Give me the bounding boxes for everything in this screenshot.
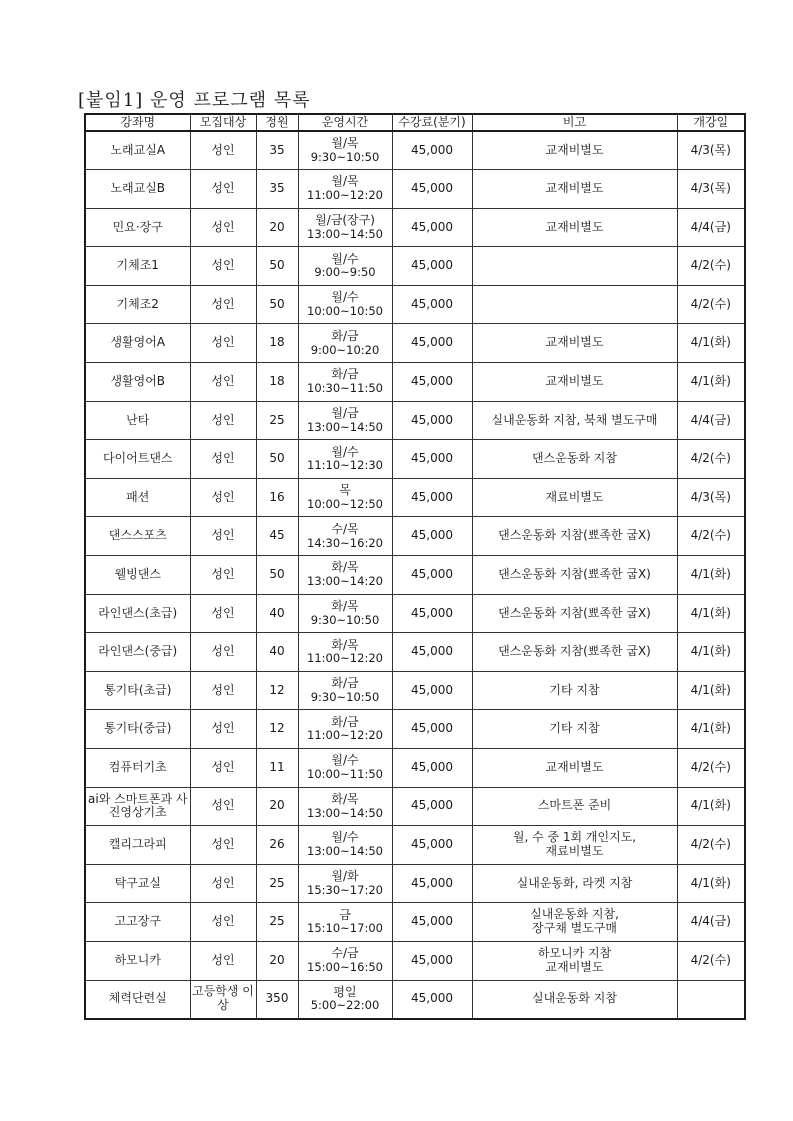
course-fee: 45,000 <box>392 401 472 440</box>
course-note <box>472 826 677 865</box>
course-time: 9:30~10:50 <box>310 612 380 627</box>
course-days: 수/금 <box>331 946 359 961</box>
course-note-line1: 교재비별도 <box>545 759 604 774</box>
course-name: 난타 <box>85 401 190 440</box>
course-name: 노래교실B <box>85 170 190 209</box>
course-schedule <box>298 941 392 980</box>
course-capacity: 18 <box>256 363 298 402</box>
course-open-date: 4/2(수) <box>677 247 745 286</box>
course-name: 라인댄스(초급) <box>85 594 190 633</box>
course-note <box>472 749 677 788</box>
course-note-line1: 실내운동화, 라켓 지참 <box>516 875 633 890</box>
course-days: 수/목 <box>331 521 359 536</box>
table-header-row <box>85 114 745 131</box>
course-time: 10:00~11:50 <box>307 767 383 782</box>
course-open-date: 4/4(금) <box>677 903 745 942</box>
course-open-date: 4/1(화) <box>677 633 745 672</box>
course-open-date: 4/3(목) <box>677 478 745 517</box>
course-capacity: 20 <box>256 208 298 247</box>
course-schedule <box>298 285 392 324</box>
course-name: 생활영어B <box>85 363 190 402</box>
course-note-line2: 교재비별도 <box>545 959 604 974</box>
course-time: 15:00~16:50 <box>307 960 383 975</box>
course-note <box>472 864 677 903</box>
course-fee: 45,000 <box>392 710 472 749</box>
course-open-date: 4/1(화) <box>677 671 745 710</box>
course-note <box>472 556 677 595</box>
course-note-line1: 교재비별도 <box>545 335 604 350</box>
table-row <box>85 478 745 517</box>
course-time: 11:10~12:30 <box>307 458 383 473</box>
course-target: 성인 <box>190 401 256 440</box>
course-target: 성인 <box>190 903 256 942</box>
course-capacity: 26 <box>256 826 298 865</box>
course-note-line1: 하모니카 지참 <box>537 945 612 960</box>
course-target: 성인 <box>190 864 256 903</box>
course-open-date: 4/1(화) <box>677 556 745 595</box>
course-note <box>472 478 677 517</box>
table-row <box>85 247 745 286</box>
course-target: 성인 <box>190 941 256 980</box>
table-row <box>85 826 745 865</box>
course-name: 기체조1 <box>85 247 190 286</box>
course-name: 통기타(중급) <box>85 710 190 749</box>
course-name: 다이어트댄스 <box>85 440 190 479</box>
course-fee: 45,000 <box>392 285 472 324</box>
course-open-date: 4/2(수) <box>677 941 745 980</box>
course-fee: 45,000 <box>392 980 472 1019</box>
course-days: 월/금(장구) <box>315 212 375 227</box>
course-note <box>472 247 677 286</box>
course-target: 성인 <box>190 671 256 710</box>
course-target: 성인 <box>190 170 256 209</box>
course-name: 라인댄스(중급) <box>85 633 190 672</box>
course-target: 성인 <box>190 247 256 286</box>
course-name: 체력단련실 <box>85 980 190 1019</box>
course-time: 9:30~10:50 <box>310 149 380 164</box>
course-fee: 45,000 <box>392 478 472 517</box>
course-capacity: 25 <box>256 401 298 440</box>
course-schedule <box>298 363 392 402</box>
course-capacity: 350 <box>256 980 298 1019</box>
course-fee: 45,000 <box>392 324 472 363</box>
course-schedule <box>298 710 392 749</box>
course-schedule <box>298 826 392 865</box>
course-open-date: 4/2(수) <box>677 826 745 865</box>
course-note <box>472 131 677 170</box>
course-time: 14:30~16:20 <box>307 535 383 550</box>
course-time: 15:10~17:00 <box>307 921 383 936</box>
table-row <box>85 440 745 479</box>
course-target: 성인 <box>190 478 256 517</box>
course-name: 고고장구 <box>85 903 190 942</box>
course-note-line1: 댄스운동화 지참 <box>532 451 617 466</box>
course-capacity: 25 <box>256 864 298 903</box>
course-fee: 45,000 <box>392 903 472 942</box>
course-schedule <box>298 131 392 170</box>
course-capacity: 50 <box>256 440 298 479</box>
course-note <box>472 440 677 479</box>
table-row <box>85 864 745 903</box>
course-time: 11:00~12:20 <box>307 651 383 666</box>
course-fee: 45,000 <box>392 941 472 980</box>
course-note <box>472 980 677 1019</box>
course-capacity: 11 <box>256 749 298 788</box>
header-open-date: 개강일 <box>677 114 745 131</box>
course-target: 성인 <box>190 633 256 672</box>
course-schedule <box>298 980 392 1019</box>
course-time: 15:30~17:20 <box>307 882 383 897</box>
course-schedule <box>298 633 392 672</box>
course-schedule <box>298 440 392 479</box>
course-days: 화/목 <box>331 560 359 575</box>
course-fee: 45,000 <box>392 247 472 286</box>
course-note <box>472 517 677 556</box>
course-days: 화/목 <box>331 637 359 652</box>
course-note-line1: 교재비별도 <box>545 142 604 157</box>
course-name: 통기타(초급) <box>85 671 190 710</box>
course-name: 컴퓨터기초 <box>85 749 190 788</box>
header-target: 모집대상 <box>190 114 256 131</box>
header-fee: 수강료(분기) <box>392 114 472 131</box>
course-days: 평일 <box>333 984 357 999</box>
course-days: 화/금 <box>331 714 359 729</box>
course-note-line1: 월, 수 중 1회 개인지도, <box>512 830 637 845</box>
course-note-line1: 기타 지참 <box>549 721 600 736</box>
course-name: 노래교실A <box>85 131 190 170</box>
course-note <box>472 941 677 980</box>
table-row <box>85 363 745 402</box>
course-open-date: 4/2(수) <box>677 285 745 324</box>
course-capacity: 16 <box>256 478 298 517</box>
course-note-line1: 댄스운동화 지참(뾰족한 굽X) <box>498 528 651 543</box>
course-time: 13:00~14:50 <box>307 844 383 859</box>
course-capacity: 40 <box>256 633 298 672</box>
course-fee: 45,000 <box>392 517 472 556</box>
course-days: 금 <box>339 907 351 922</box>
course-note-line1: 댄스운동화 지참(뾰족한 굽X) <box>498 566 651 581</box>
course-note <box>472 903 677 942</box>
course-note <box>472 787 677 826</box>
course-note-line2: 재료비별도 <box>545 843 604 858</box>
course-schedule <box>298 517 392 556</box>
course-fee: 45,000 <box>392 864 472 903</box>
course-days: 목 <box>339 483 351 498</box>
course-time: 9:00~10:20 <box>310 342 380 357</box>
course-capacity: 50 <box>256 556 298 595</box>
course-time: 10:00~12:50 <box>307 496 383 511</box>
course-note-line1: 기타 지참 <box>549 682 600 697</box>
course-capacity: 50 <box>256 247 298 286</box>
course-note <box>472 633 677 672</box>
course-target: 성인 <box>190 556 256 595</box>
course-time: 9:30~10:50 <box>310 689 380 704</box>
course-name: 생활영어A <box>85 324 190 363</box>
course-days: 화/금 <box>331 676 359 691</box>
course-days: 화/금 <box>331 328 359 343</box>
course-name: 댄스스포츠 <box>85 517 190 556</box>
page-title: [붙임1] 운영 프로그램 목록 <box>78 90 311 111</box>
course-open-date: 4/2(수) <box>677 749 745 788</box>
course-schedule <box>298 208 392 247</box>
course-time: 13:00~14:50 <box>307 805 383 820</box>
course-schedule <box>298 247 392 286</box>
course-schedule <box>298 401 392 440</box>
table-row <box>85 749 745 788</box>
course-time: 10:00~10:50 <box>307 303 383 318</box>
course-open-date: 4/3(목) <box>677 170 745 209</box>
course-open-date: 4/2(수) <box>677 440 745 479</box>
course-capacity: 50 <box>256 285 298 324</box>
course-name: 탁구교실 <box>85 864 190 903</box>
course-open-date: 4/1(화) <box>677 594 745 633</box>
course-days: 월/수 <box>331 251 359 266</box>
course-note <box>472 363 677 402</box>
table-row <box>85 208 745 247</box>
course-fee: 45,000 <box>392 633 472 672</box>
course-schedule <box>298 787 392 826</box>
course-fee: 45,000 <box>392 556 472 595</box>
course-schedule <box>298 749 392 788</box>
course-open-date: 4/4(금) <box>677 401 745 440</box>
course-target: 성인 <box>190 285 256 324</box>
course-schedule <box>298 903 392 942</box>
course-target: 성인 <box>190 440 256 479</box>
course-capacity: 12 <box>256 710 298 749</box>
course-name: 캘리그라피 <box>85 826 190 865</box>
course-capacity: 35 <box>256 170 298 209</box>
course-note-line1: 스마트폰 준비 <box>537 798 612 813</box>
course-fee: 45,000 <box>392 671 472 710</box>
course-capacity: 20 <box>256 787 298 826</box>
course-open-date <box>677 980 745 1019</box>
course-name: 웰빙댄스 <box>85 556 190 595</box>
course-note <box>472 285 677 324</box>
course-days: 화/목 <box>331 791 359 806</box>
course-days: 월/수 <box>331 444 359 459</box>
table-row <box>85 170 745 209</box>
course-open-date: 4/2(수) <box>677 517 745 556</box>
course-fee: 45,000 <box>392 363 472 402</box>
course-days: 월/화 <box>331 869 359 884</box>
course-target: 성인 <box>190 517 256 556</box>
table-row <box>85 980 745 1019</box>
course-days: 월/목 <box>331 174 359 189</box>
course-time: 11:00~12:20 <box>307 728 383 743</box>
course-time: 11:00~12:20 <box>307 188 383 203</box>
course-target: 성인 <box>190 208 256 247</box>
course-days: 월/금 <box>331 405 359 420</box>
table-row <box>85 787 745 826</box>
course-target: 성인 <box>190 131 256 170</box>
course-fee: 45,000 <box>392 787 472 826</box>
course-note <box>472 710 677 749</box>
table-row <box>85 710 745 749</box>
course-note-line1: 댄스운동화 지참(뾰족한 굽X) <box>498 605 651 620</box>
course-target: 성인 <box>190 749 256 788</box>
course-target: 성인 <box>190 594 256 633</box>
table-row <box>85 131 745 170</box>
course-target: 성인 <box>190 324 256 363</box>
course-name: 패션 <box>85 478 190 517</box>
course-time: 5:00~22:00 <box>310 998 380 1013</box>
course-fee: 45,000 <box>392 826 472 865</box>
course-fee: 45,000 <box>392 170 472 209</box>
course-schedule <box>298 478 392 517</box>
course-capacity: 12 <box>256 671 298 710</box>
course-schedule <box>298 556 392 595</box>
course-name: 민요·장구 <box>85 208 190 247</box>
table-row <box>85 941 745 980</box>
course-capacity: 20 <box>256 941 298 980</box>
course-note-line1: 교재비별도 <box>545 219 604 234</box>
table-row <box>85 594 745 633</box>
course-days: 월/수 <box>331 753 359 768</box>
table-row <box>85 633 745 672</box>
course-note-line1: 재료비별도 <box>545 489 604 504</box>
course-days: 월/수 <box>331 290 359 305</box>
course-schedule <box>298 170 392 209</box>
table-row <box>85 324 745 363</box>
course-open-date: 4/1(화) <box>677 864 745 903</box>
course-fee: 45,000 <box>392 749 472 788</box>
header-course-name: 강좌명 <box>85 114 190 131</box>
header-schedule: 운영시간 <box>298 114 392 131</box>
course-note-line2: 장구채 별도구매 <box>532 921 617 936</box>
table-row <box>85 401 745 440</box>
course-days: 월/수 <box>331 830 359 845</box>
course-open-date: 4/3(목) <box>677 131 745 170</box>
course-note-line1: 실내운동화 지참 <box>532 991 617 1006</box>
course-schedule <box>298 671 392 710</box>
course-target: 성인 <box>190 363 256 402</box>
course-days: 화/금 <box>331 367 359 382</box>
course-capacity: 40 <box>256 594 298 633</box>
course-capacity: 45 <box>256 517 298 556</box>
table-row <box>85 556 745 595</box>
course-note-line1: 실내운동화 지참, 북채 별도구매 <box>491 412 658 427</box>
course-target: 고등학생 이상 <box>190 980 256 1019</box>
table-row <box>85 903 745 942</box>
course-target: 성인 <box>190 826 256 865</box>
course-note-line1: 교재비별도 <box>545 180 604 195</box>
course-schedule <box>298 864 392 903</box>
course-capacity: 25 <box>256 903 298 942</box>
course-fee: 45,000 <box>392 594 472 633</box>
course-target: 성인 <box>190 710 256 749</box>
table-row <box>85 517 745 556</box>
course-time: 13:00~14:50 <box>307 419 383 434</box>
course-capacity: 18 <box>256 324 298 363</box>
course-time: 13:00~14:20 <box>307 574 383 589</box>
course-name: 기체조2 <box>85 285 190 324</box>
course-fee: 45,000 <box>392 440 472 479</box>
course-note-line1: 댄스운동화 지참(뾰족한 굽X) <box>498 644 651 659</box>
course-open-date: 4/1(화) <box>677 363 745 402</box>
course-open-date: 4/1(화) <box>677 324 745 363</box>
course-schedule <box>298 594 392 633</box>
course-fee: 45,000 <box>392 208 472 247</box>
course-open-date: 4/1(화) <box>677 787 745 826</box>
course-note-line1: 실내운동화 지참, <box>530 907 619 922</box>
course-capacity: 35 <box>256 131 298 170</box>
course-note <box>472 594 677 633</box>
course-schedule <box>298 324 392 363</box>
course-note <box>472 170 677 209</box>
course-time: 10:30~11:50 <box>307 381 383 396</box>
course-note <box>472 208 677 247</box>
course-time: 9:00~9:50 <box>314 265 376 280</box>
course-name: ai와 스마트폰과 사진영상기초 <box>85 787 190 826</box>
header-capacity: 정원 <box>256 114 298 131</box>
course-time: 13:00~14:50 <box>307 226 383 241</box>
table-row <box>85 671 745 710</box>
header-note: 비고 <box>472 114 677 131</box>
course-open-date: 4/1(화) <box>677 710 745 749</box>
program-table <box>84 113 746 1020</box>
course-note-line1: 교재비별도 <box>545 373 604 388</box>
table-row <box>85 285 745 324</box>
course-note <box>472 401 677 440</box>
course-fee: 45,000 <box>392 131 472 170</box>
course-target: 성인 <box>190 787 256 826</box>
course-days: 화/목 <box>331 598 359 613</box>
course-note <box>472 671 677 710</box>
course-name: 하모니카 <box>85 941 190 980</box>
course-days: 월/목 <box>331 136 359 151</box>
course-open-date: 4/4(금) <box>677 208 745 247</box>
course-note <box>472 324 677 363</box>
